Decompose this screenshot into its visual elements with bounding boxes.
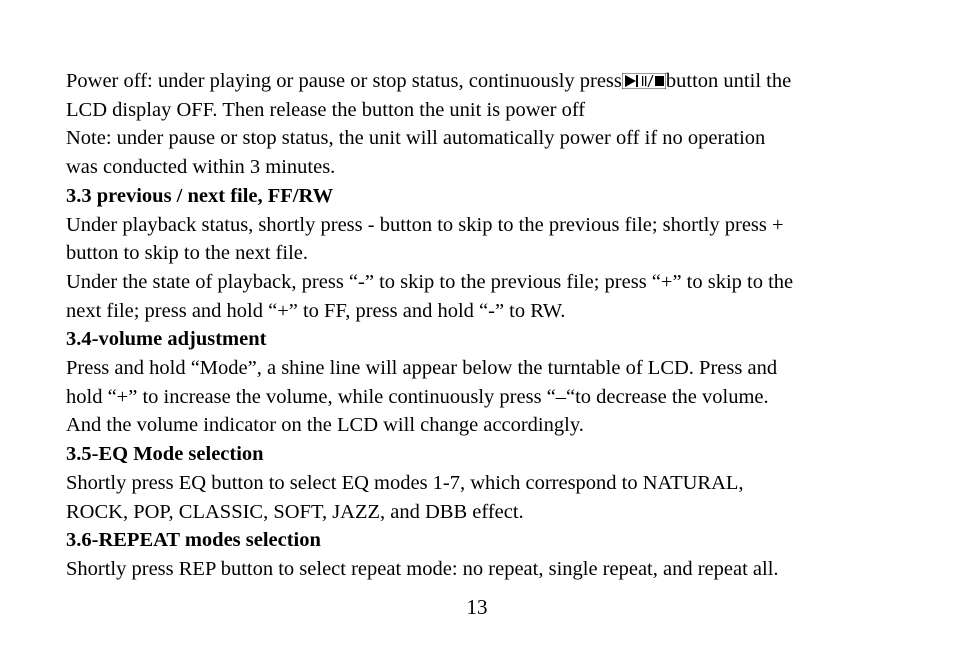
section-3-3-para1-line1: Under playback status, shortly press - button to skip to the previous file; shortly press + [66, 213, 784, 236]
power-off-text-after-icon: button until the [665, 70, 792, 92]
power-off-line-1 [66, 67, 896, 96]
section-3-4-line2: hold “+” to increase the volume, while continuously press “–“to decrease the volume. [66, 385, 769, 408]
play-pause-stop-icon [622, 73, 666, 89]
page-number: 13 [466, 595, 488, 619]
manual-page-body [66, 67, 896, 584]
section-3-4-line1: Press and hold “Mode”, a shine line will appear below the turntable of LCD. Press and [66, 357, 778, 380]
section-3-5-heading: 3.5-EQ Mode selection [66, 443, 264, 466]
section-3-5-line2: ROCK, POP, CLASSIC, SOFT, JAZZ, and DBB effect. [66, 500, 524, 523]
section-3-3-heading: 3.3 previous / next file, FF/RW [66, 184, 334, 207]
section-3-3-para2-line2: next file; press and hold “+” to FF, press and hold “-” to RW. [66, 299, 566, 322]
power-off-line-2: LCD display OFF. Then release the button the unit is power off [66, 98, 586, 121]
section-3-6-line1: Shortly press REP button to select repeat mode: no repeat, single repeat, and repeat all. [66, 557, 779, 580]
power-off-text-before-icon: Power off: under playing or pause or stop status, continuously press [66, 70, 622, 92]
note-line-1: Note: under pause or stop status, the unit will automatically power off if no operation [66, 127, 766, 150]
section-3-5-line1: Shortly press EQ button to select EQ modes 1-7, which correspond to NATURAL, [66, 471, 744, 494]
section-3-4-line3: And the volume indicator on the LCD will change accordingly. [66, 414, 584, 437]
section-3-3-para1-line2: button to skip to the next file. [66, 242, 308, 265]
note-line-2: was conducted within 3 minutes. [66, 156, 336, 179]
section-3-6-heading: 3.6-REPEAT modes selection [66, 529, 321, 552]
section-3-4-heading: 3.4-volume adjustment [66, 328, 267, 351]
section-3-3-para2-line1: Under the state of playback, press “-” to skip to the previous file; press “+” to skip to the [66, 270, 794, 293]
